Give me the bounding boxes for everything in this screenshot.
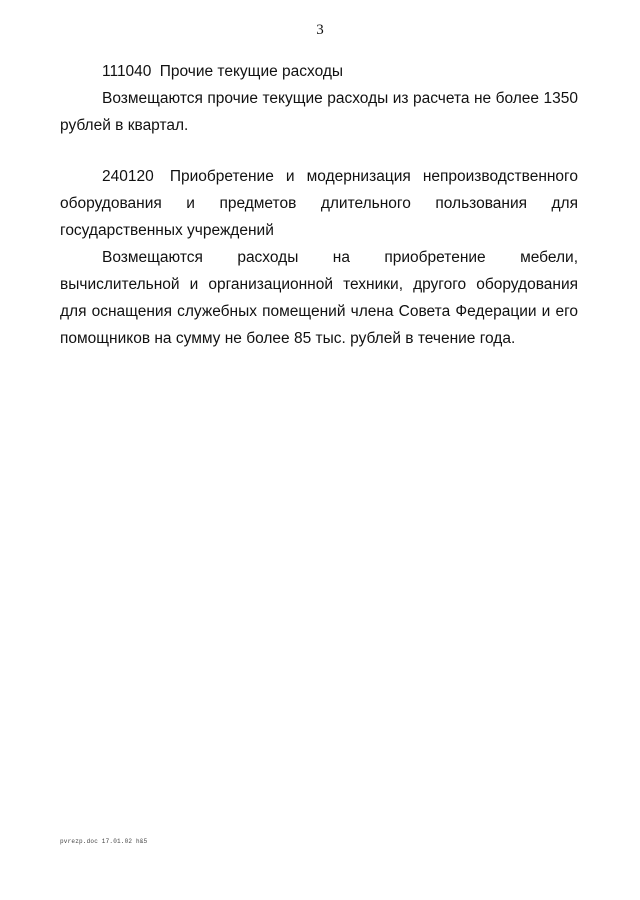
section-body-111040: Возмещаются прочие текущие расходы из расчета не более 1350 рублей в квартал.: [60, 90, 578, 134]
section-body-240120: Возмещаются расходы на приобретение мебели, вычислительной и организационной техники, другого оборудования для оснащения служебных помещений члена Совета Федерации и его помощников на сумму не более 85 тыс. рублей в течение года.: [60, 249, 578, 347]
budget-code: 111040: [102, 63, 152, 80]
section-heading-111040: [60, 58, 578, 85]
section-title: Прочие текущие расходы: [159, 63, 344, 80]
document-body: [60, 58, 578, 352]
budget-code: 240120: [102, 168, 154, 185]
section-title: Приобретение и модернизация непроизводственного оборудования и предметов длительного пользования для государственных учреждений: [60, 168, 578, 239]
section-heading-240120: [60, 163, 578, 244]
file-reference-note: pvrezp.doc 17.01.02 h&5: [60, 838, 148, 845]
page-number: 3: [316, 22, 324, 38]
